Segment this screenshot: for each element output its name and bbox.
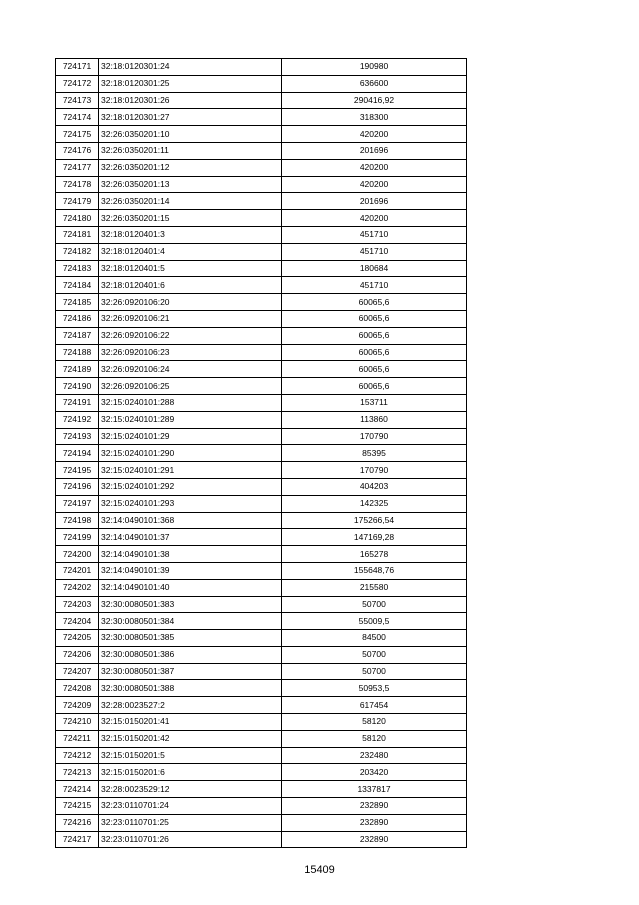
value-cell: 1337817 xyxy=(282,781,467,798)
cadastral-number-cell: 32:30:0080501:383 xyxy=(99,596,282,613)
row-id-cell: 724183 xyxy=(56,260,99,277)
cadastral-number-cell: 32:23:0110701:25 xyxy=(99,814,282,831)
table-body xyxy=(56,59,467,848)
row-id-cell: 724175 xyxy=(56,126,99,143)
row-id-cell: 724180 xyxy=(56,210,99,227)
cadastral-number-cell: 32:26:0920106:23 xyxy=(99,344,282,361)
table-row xyxy=(56,176,467,193)
row-id-cell: 724173 xyxy=(56,92,99,109)
row-id-cell: 724178 xyxy=(56,176,99,193)
row-id-cell: 724217 xyxy=(56,831,99,848)
cadastral-number-cell: 32:14:0490101:39 xyxy=(99,562,282,579)
value-cell: 84500 xyxy=(282,630,467,647)
cadastral-number-cell: 32:26:0920106:20 xyxy=(99,294,282,311)
cadastral-number-cell: 32:18:0120301:25 xyxy=(99,75,282,92)
value-cell: 420200 xyxy=(282,210,467,227)
cadastral-number-cell: 32:15:0240101:291 xyxy=(99,462,282,479)
cadastral-number-cell: 32:23:0110701:24 xyxy=(99,798,282,815)
value-cell: 232890 xyxy=(282,831,467,848)
table-row xyxy=(56,781,467,798)
table-row xyxy=(56,714,467,731)
value-cell: 50953,5 xyxy=(282,680,467,697)
table-row xyxy=(56,697,467,714)
table-row xyxy=(56,294,467,311)
table-row xyxy=(56,226,467,243)
table-row xyxy=(56,59,467,76)
table-row xyxy=(56,243,467,260)
cadastral-number-cell: 32:14:0490101:37 xyxy=(99,529,282,546)
row-id-cell: 724214 xyxy=(56,781,99,798)
value-cell: 85395 xyxy=(282,445,467,462)
value-cell: 60065,6 xyxy=(282,344,467,361)
value-cell: 58120 xyxy=(282,714,467,731)
row-id-cell: 724215 xyxy=(56,798,99,815)
table-row xyxy=(56,546,467,563)
value-cell: 180684 xyxy=(282,260,467,277)
value-cell: 60065,6 xyxy=(282,361,467,378)
row-id-cell: 724198 xyxy=(56,512,99,529)
table-row xyxy=(56,142,467,159)
value-cell: 170790 xyxy=(282,462,467,479)
value-cell: 50700 xyxy=(282,596,467,613)
cadastral-number-cell: 32:26:0920106:25 xyxy=(99,378,282,395)
value-cell: 420200 xyxy=(282,176,467,193)
cadastral-number-cell: 32:15:0150201:42 xyxy=(99,730,282,747)
cadastral-number-cell: 32:14:0490101:40 xyxy=(99,579,282,596)
table-row xyxy=(56,646,467,663)
cadastral-number-cell: 32:15:0240101:290 xyxy=(99,445,282,462)
value-cell: 147169,28 xyxy=(282,529,467,546)
data-table xyxy=(55,58,467,848)
cadastral-number-cell: 32:30:0080501:384 xyxy=(99,613,282,630)
value-cell: 290416,92 xyxy=(282,92,467,109)
row-id-cell: 724212 xyxy=(56,747,99,764)
table-row xyxy=(56,596,467,613)
table-row xyxy=(56,92,467,109)
row-id-cell: 724216 xyxy=(56,814,99,831)
row-id-cell: 724174 xyxy=(56,109,99,126)
row-id-cell: 724191 xyxy=(56,394,99,411)
cadastral-number-cell: 32:30:0080501:388 xyxy=(99,680,282,697)
value-cell: 420200 xyxy=(282,159,467,176)
table-row xyxy=(56,109,467,126)
row-id-cell: 724213 xyxy=(56,764,99,781)
row-id-cell: 724204 xyxy=(56,613,99,630)
value-cell: 55009,5 xyxy=(282,613,467,630)
row-id-cell: 724187 xyxy=(56,327,99,344)
row-id-cell: 724203 xyxy=(56,596,99,613)
value-cell: 142325 xyxy=(282,495,467,512)
table-row xyxy=(56,75,467,92)
table-row xyxy=(56,764,467,781)
cadastral-number-cell: 32:18:0120401:4 xyxy=(99,243,282,260)
cadastral-number-cell: 32:15:0150201:6 xyxy=(99,764,282,781)
row-id-cell: 724194 xyxy=(56,445,99,462)
row-id-cell: 724171 xyxy=(56,59,99,76)
cadastral-number-cell: 32:26:0350201:14 xyxy=(99,193,282,210)
table-row xyxy=(56,344,467,361)
value-cell: 60065,6 xyxy=(282,327,467,344)
value-cell: 50700 xyxy=(282,646,467,663)
row-id-cell: 724209 xyxy=(56,697,99,714)
cadastral-number-cell: 32:26:0350201:10 xyxy=(99,126,282,143)
table-row xyxy=(56,562,467,579)
value-cell: 232480 xyxy=(282,747,467,764)
row-id-cell: 724185 xyxy=(56,294,99,311)
table-row xyxy=(56,730,467,747)
cadastral-number-cell: 32:26:0350201:15 xyxy=(99,210,282,227)
row-id-cell: 724210 xyxy=(56,714,99,731)
row-id-cell: 724177 xyxy=(56,159,99,176)
cadastral-number-cell: 32:15:0240101:29 xyxy=(99,428,282,445)
value-cell: 318300 xyxy=(282,109,467,126)
cadastral-number-cell: 32:26:0920106:21 xyxy=(99,310,282,327)
value-cell: 50700 xyxy=(282,663,467,680)
row-id-cell: 724190 xyxy=(56,378,99,395)
table-row xyxy=(56,260,467,277)
value-cell: 175266,54 xyxy=(282,512,467,529)
row-id-cell: 724208 xyxy=(56,680,99,697)
row-id-cell: 724184 xyxy=(56,277,99,294)
cadastral-number-cell: 32:26:0350201:13 xyxy=(99,176,282,193)
value-cell: 215580 xyxy=(282,579,467,596)
value-cell: 190980 xyxy=(282,59,467,76)
cadastral-number-cell: 32:14:0490101:368 xyxy=(99,512,282,529)
row-id-cell: 724192 xyxy=(56,411,99,428)
table-row xyxy=(56,277,467,294)
cadastral-number-cell: 32:15:0240101:288 xyxy=(99,394,282,411)
row-id-cell: 724205 xyxy=(56,630,99,647)
table-row xyxy=(56,512,467,529)
value-cell: 451710 xyxy=(282,226,467,243)
row-id-cell: 724199 xyxy=(56,529,99,546)
table-row xyxy=(56,613,467,630)
table-row xyxy=(56,411,467,428)
row-id-cell: 724182 xyxy=(56,243,99,260)
cadastral-number-cell: 32:26:0350201:11 xyxy=(99,142,282,159)
row-id-cell: 724176 xyxy=(56,142,99,159)
value-cell: 203420 xyxy=(282,764,467,781)
value-cell: 636600 xyxy=(282,75,467,92)
cadastral-number-cell: 32:26:0920106:24 xyxy=(99,361,282,378)
cadastral-number-cell: 32:15:0150201:5 xyxy=(99,747,282,764)
cadastral-number-cell: 32:15:0240101:293 xyxy=(99,495,282,512)
table-row xyxy=(56,630,467,647)
table-row xyxy=(56,310,467,327)
row-id-cell: 724196 xyxy=(56,478,99,495)
table-row xyxy=(56,495,467,512)
table-row xyxy=(56,327,467,344)
cadastral-number-cell: 32:28:0023527:2 xyxy=(99,697,282,714)
table-row xyxy=(56,126,467,143)
value-cell: 451710 xyxy=(282,277,467,294)
cadastral-number-cell: 32:30:0080501:387 xyxy=(99,663,282,680)
row-id-cell: 724201 xyxy=(56,562,99,579)
value-cell: 170790 xyxy=(282,428,467,445)
table-row xyxy=(56,361,467,378)
value-cell: 60065,6 xyxy=(282,310,467,327)
cadastral-number-cell: 32:18:0120301:26 xyxy=(99,92,282,109)
cadastral-number-cell: 32:18:0120401:5 xyxy=(99,260,282,277)
row-id-cell: 724207 xyxy=(56,663,99,680)
row-id-cell: 724206 xyxy=(56,646,99,663)
value-cell: 155648,76 xyxy=(282,562,467,579)
cadastral-number-cell: 32:18:0120401:6 xyxy=(99,277,282,294)
value-cell: 232890 xyxy=(282,814,467,831)
page-number: 15409 xyxy=(304,864,335,876)
table-row xyxy=(56,663,467,680)
table-row xyxy=(56,798,467,815)
value-cell: 232890 xyxy=(282,798,467,815)
cadastral-number-cell: 32:30:0080501:385 xyxy=(99,630,282,647)
table-row xyxy=(56,159,467,176)
value-cell: 113860 xyxy=(282,411,467,428)
value-cell: 201696 xyxy=(282,142,467,159)
row-id-cell: 724193 xyxy=(56,428,99,445)
table-row xyxy=(56,747,467,764)
cadastral-number-cell: 32:18:0120301:24 xyxy=(99,59,282,76)
value-cell: 60065,6 xyxy=(282,378,467,395)
table-row xyxy=(56,378,467,395)
table-row xyxy=(56,428,467,445)
cadastral-number-cell: 32:26:0920106:22 xyxy=(99,327,282,344)
cadastral-number-cell: 32:15:0240101:289 xyxy=(99,411,282,428)
cadastral-number-cell: 32:14:0490101:38 xyxy=(99,546,282,563)
cadastral-number-cell: 32:18:0120401:3 xyxy=(99,226,282,243)
table-row xyxy=(56,445,467,462)
row-id-cell: 724189 xyxy=(56,361,99,378)
value-cell: 58120 xyxy=(282,730,467,747)
value-cell: 60065,6 xyxy=(282,294,467,311)
cadastral-number-cell: 32:30:0080501:386 xyxy=(99,646,282,663)
value-cell: 201696 xyxy=(282,193,467,210)
row-id-cell: 724188 xyxy=(56,344,99,361)
cadastral-number-cell: 32:23:0110701:26 xyxy=(99,831,282,848)
cadastral-number-cell: 32:15:0240101:292 xyxy=(99,478,282,495)
cadastral-number-cell: 32:18:0120301:27 xyxy=(99,109,282,126)
table-row xyxy=(56,193,467,210)
table-row xyxy=(56,462,467,479)
row-id-cell: 724200 xyxy=(56,546,99,563)
row-id-cell: 724181 xyxy=(56,226,99,243)
row-id-cell: 724211 xyxy=(56,730,99,747)
table-row xyxy=(56,210,467,227)
table-row xyxy=(56,814,467,831)
row-id-cell: 724186 xyxy=(56,310,99,327)
value-cell: 165278 xyxy=(282,546,467,563)
value-cell: 617454 xyxy=(282,697,467,714)
row-id-cell: 724179 xyxy=(56,193,99,210)
row-id-cell: 724202 xyxy=(56,579,99,596)
cadastral-number-cell: 32:26:0350201:12 xyxy=(99,159,282,176)
row-id-cell: 724195 xyxy=(56,462,99,479)
table-row xyxy=(56,529,467,546)
row-id-cell: 724197 xyxy=(56,495,99,512)
cadastral-number-cell: 32:28:0023529:12 xyxy=(99,781,282,798)
table-row xyxy=(56,478,467,495)
table-row xyxy=(56,579,467,596)
value-cell: 451710 xyxy=(282,243,467,260)
table-row xyxy=(56,831,467,848)
value-cell: 153711 xyxy=(282,394,467,411)
table-row xyxy=(56,394,467,411)
value-cell: 404203 xyxy=(282,478,467,495)
cadastral-number-cell: 32:15:0150201:41 xyxy=(99,714,282,731)
table-row xyxy=(56,680,467,697)
row-id-cell: 724172 xyxy=(56,75,99,92)
value-cell: 420200 xyxy=(282,126,467,143)
